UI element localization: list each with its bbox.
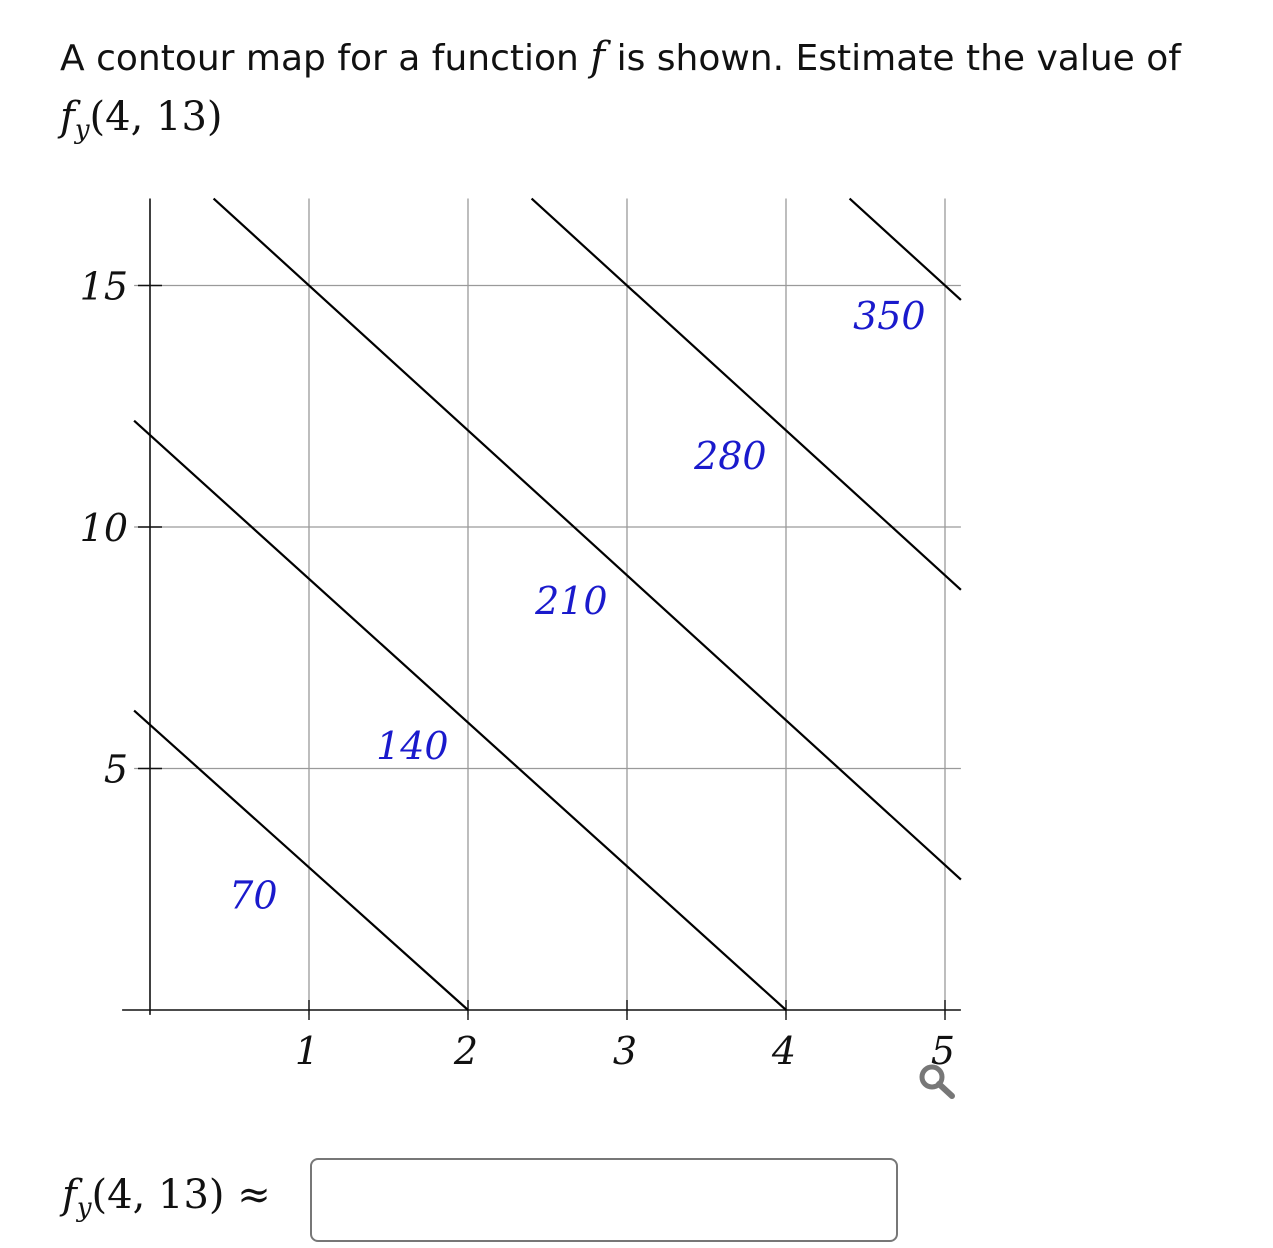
- y-tick-label-15: 15: [79, 264, 128, 309]
- answer-input[interactable]: [310, 1158, 898, 1242]
- magnifier-icon[interactable]: [912, 1060, 962, 1102]
- x-tick-label-3: 3: [612, 1029, 638, 1073]
- question-expression-fn: f: [60, 94, 75, 140]
- contour-labels: [229, 294, 925, 918]
- question-intro: A contour map for a function: [60, 38, 579, 79]
- contour-label-140: 140: [376, 723, 449, 768]
- x-tick-label-4: 4: [771, 1029, 797, 1073]
- contour-line-350: [850, 199, 961, 300]
- contour-line-140: [134, 421, 786, 1010]
- tick-labels: [80, 265, 955, 1074]
- x-tick-label-2: 2: [453, 1029, 479, 1073]
- contour-label-70: 70: [229, 873, 278, 918]
- answer-sub: y: [76, 1193, 92, 1223]
- answer-label: [62, 1172, 271, 1223]
- approx-symbol: ≈: [237, 1172, 271, 1218]
- contour-line-280: [532, 199, 961, 590]
- contour-label-210: 210: [535, 578, 608, 623]
- contour-label-280: 280: [694, 434, 767, 479]
- y-tick-label-5: 5: [103, 747, 128, 792]
- question-middle: is shown. Estimate the value of: [616, 38, 1181, 79]
- question-function-name: f: [590, 34, 606, 80]
- question-expression-args: (4, 13): [89, 94, 223, 140]
- y-tick-label-10: 10: [79, 506, 128, 550]
- x-tick-label-5: 5: [930, 1029, 956, 1073]
- contour-line-210: [214, 199, 961, 880]
- answer-fn: f: [62, 1172, 77, 1218]
- x-tick-label-1: 1: [294, 1029, 320, 1073]
- question-expression-sub: y: [74, 115, 90, 145]
- contour-label-350: 350: [853, 293, 926, 338]
- answer-args: (4, 13): [91, 1172, 225, 1218]
